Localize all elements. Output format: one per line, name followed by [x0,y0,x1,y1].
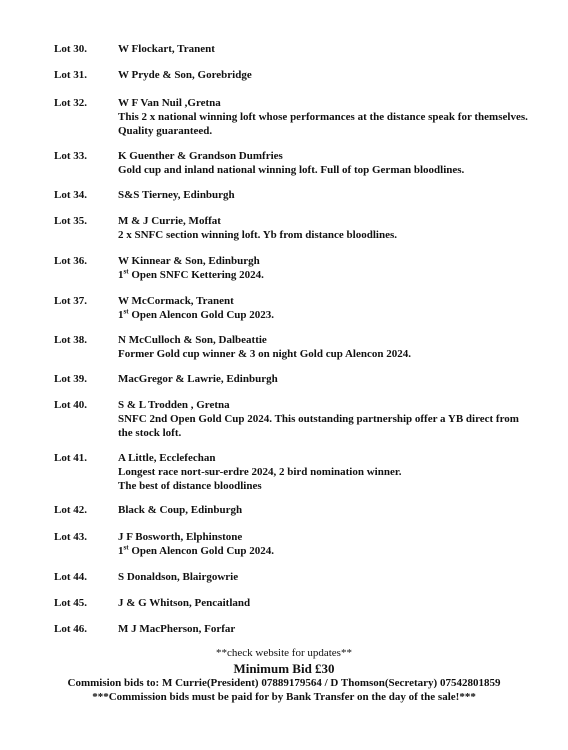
lot-details [118,570,528,584]
lot-description: Longest race nort-sur-erdre 2024, 2 bird nomination winner. [118,466,402,478]
lot-number: Lot 32. [54,97,87,109]
lot-owner-name: A Little, Ecclefechan [118,452,216,464]
lot-description [118,544,528,558]
lot-description: The best of distance bloodlines [118,480,262,492]
lot-owner-name: Black & Coup, Edinburgh [118,504,243,516]
lot-details [118,596,528,610]
lot-owner-name: J F Bosworth, Elphinstone [118,531,243,543]
lot-details [118,451,528,493]
lot-details [118,42,528,56]
lot-number: Lot 43. [54,531,87,543]
ordinal-suffix: st [123,543,129,552]
lot-description: SNFC 2nd Open Gold Cup 2024. This outstanding partnership offer a YB direct from the stock loft. [118,413,519,439]
lot-number: Lot 30. [54,43,87,55]
description-text: Open Alencon Gold Cup 2024. [128,545,275,557]
lot-details [118,294,528,322]
lot-description: Former Gold cup winner & 3 on night Gold cup Alencon 2024. [118,348,411,360]
lot-number: Lot 40. [54,399,87,411]
check-website-note: **check website for updates** [216,647,352,659]
lot-description: 2 x SNFC section winning loft. Yb from distance bloodlines. [118,229,397,241]
lot-owner-name: K Guenther & Grandson Dumfries [118,150,283,162]
lot-description [118,308,528,322]
lot-owner-name: S & L Trodden , Gretna [118,399,230,411]
lot-details [118,188,528,202]
lot-owner-name: W Flockart, Tranent [118,43,215,55]
ordinal-number: 1 [118,269,124,281]
lot-number: Lot 44. [54,571,87,583]
lot-number: Lot 39. [54,373,87,385]
lot-details [118,254,528,282]
payment-note: ***Commission bids must be paid for by Bank Transfer on the day of the sale!*** [92,691,476,703]
lot-owner-name: W McCormack, Tranent [118,295,234,307]
lot-description: This 2 x national winning loft whose performances at the distance speak for themselves. Quality guaranteed. [118,111,528,137]
ordinal-suffix: st [123,267,129,276]
lot-number: Lot 41. [54,452,87,464]
lot-owner-name: N McCulloch & Son, Dalbeattie [118,334,267,346]
lot-owner-name: M J MacPherson, Forfar [118,623,236,635]
minimum-bid: Minimum Bid £30 [233,661,335,676]
lot-owner-name: M & J Currie, Moffat [118,215,221,227]
lot-description: Gold cup and inland national winning loft. Full of top German bloodlines. [118,164,465,176]
lot-owner-name: S Donaldson, Blairgowrie [118,571,239,583]
ordinal-number: 1 [118,545,124,557]
lot-details [118,372,528,386]
lot-details [118,68,528,82]
lot-owner-name: W Pryde & Son, Gorebridge [118,69,252,81]
lot-details [118,398,528,440]
lot-owner-name: S&S Tierney, Edinburgh [118,189,235,201]
lot-number: Lot 35. [54,215,87,227]
lot-details [118,333,528,361]
lot-details [118,530,528,558]
commission-contacts: Commision bids to: M Currie(President) 07889179564 / D Thomson(Secretary) 07542801859 [67,677,501,689]
description-text: Open SNFC Kettering 2024. [128,269,264,281]
lot-owner-name: W Kinnear & Son, Edinburgh [118,255,260,267]
lot-number: Lot 45. [54,597,87,609]
lot-owner-name: J & G Whitson, Pencaitland [118,597,251,609]
lot-number: Lot 34. [54,189,87,201]
lot-number: Lot 31. [54,69,87,81]
lot-number: Lot 42. [54,504,87,516]
lot-number: Lot 46. [54,623,87,635]
lot-number: Lot 33. [54,150,87,162]
lot-details [118,622,528,636]
lot-details [118,149,528,177]
description-text: Open Alencon Gold Cup 2023. [128,309,275,321]
lot-description [118,268,528,282]
ordinal-suffix: st [123,307,129,316]
lot-details [118,503,528,517]
lot-number: Lot 37. [54,295,87,307]
lot-number: Lot 38. [54,334,87,346]
lot-details [118,96,528,138]
lot-owner-name: MacGregor & Lawrie, Edinburgh [118,373,278,385]
lot-owner-name: W F Van Nuil ,Gretna [118,97,221,109]
lot-number: Lot 36. [54,255,87,267]
lot-details [118,214,528,242]
ordinal-number: 1 [118,309,124,321]
